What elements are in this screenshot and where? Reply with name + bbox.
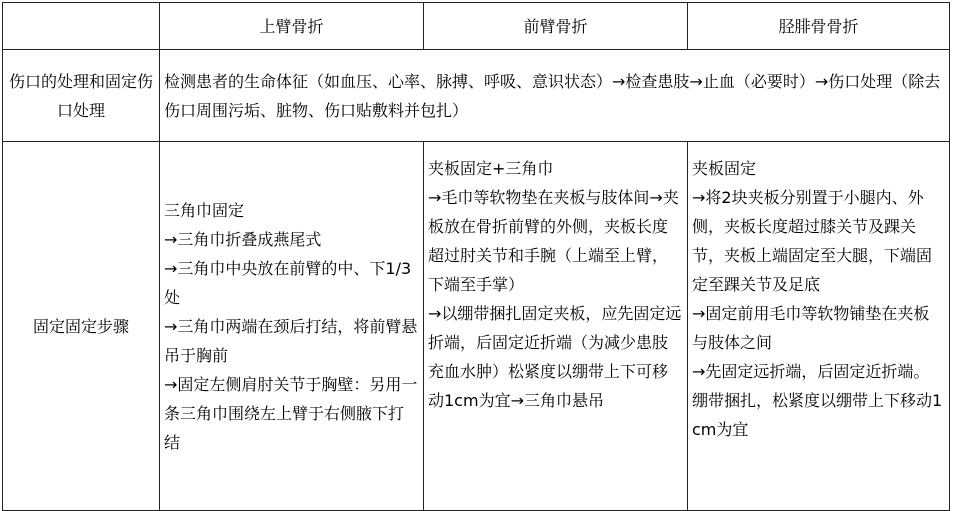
forearm-fixation-steps: 夹板固定+三角巾 →毛巾等软物垫在夹板与肢体间→夹板放在骨折前臂的外侧，夹板长度超过肘关节和手腕（上端至上臂，下端至手掌） →以绷带捆扎固定夹板，应先固定远折端，后固定近折端（为减少患肢充血水肿）松紧度以绷带上下可移动1cm为宜→三角巾悬吊 [424, 142, 688, 511]
wound-handling-row [3, 50, 950, 142]
header-upper-arm-fracture: 上臂骨折 [160, 3, 424, 50]
fixation-steps-row [3, 142, 950, 511]
upper-arm-fixation-steps: 三角巾固定 →三角巾折叠成燕尾式 →三角巾中央放在前臂的中、下1/3处 →三角巾两端在颈后打结，将前臂悬吊于胸前 →固定左侧肩肘关节于胸壁：另用一条三角巾围绕左上臂于右侧腋下打结 [160, 142, 424, 511]
header-cell-empty [3, 3, 160, 50]
header-tibia-fibula-fracture: 胫腓骨骨折 [688, 3, 950, 50]
wound-handling-procedure: 检测患者的生命体征（如血压、心率、脉搏、呼吸、意识状态）→检查患肢→止血（必要时）→伤口处理（除去伤口周围污垢、脏物、伤口贴敷料并包扎） [160, 50, 950, 142]
first-aid-table [2, 2, 950, 511]
row-label-wound-handling: 伤口的处理和固定伤口处理 [3, 50, 160, 142]
tibia-fibula-fixation-steps: 夹板固定 →将2块夹板分别置于小腿内、外侧，夹板长度超过膝关节及踝关节，夹板上端固定至大腿，下端固定至踝关节及足底 →固定前用毛巾等软物铺垫在夹板与肢体之间 →先固定远折端，后固定近折端。绷带捆扎，松紧度以绷带上下移动1cm为宜 [688, 142, 950, 511]
header-forearm-fracture: 前臂骨折 [424, 3, 688, 50]
row-label-fixation-steps: 固定固定步骤 [3, 142, 160, 511]
header-row [3, 3, 950, 50]
